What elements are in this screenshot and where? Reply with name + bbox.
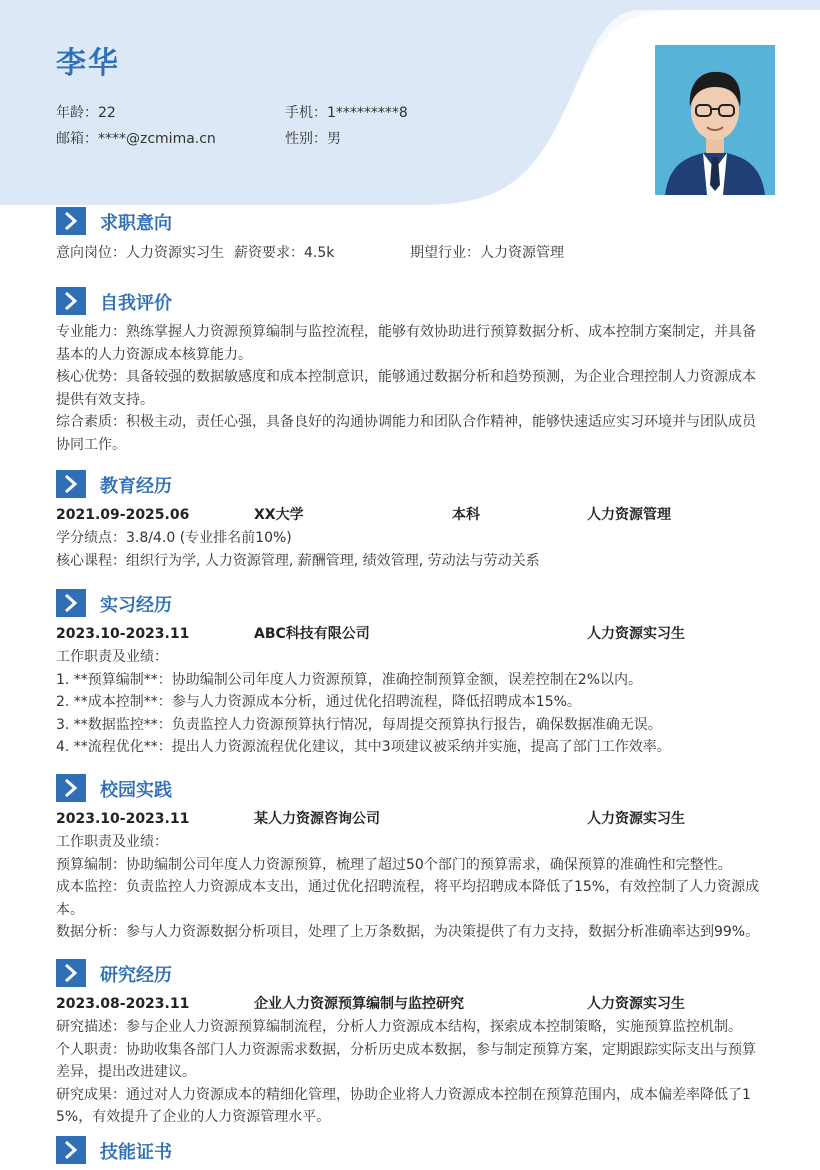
research-project: 企业人力资源预算编制与监控研究 <box>254 996 464 1012</box>
text-line: 本。 <box>56 901 84 918</box>
section-campus-practice <box>56 774 766 944</box>
campus-role: 人力资源实习生 <box>587 811 685 827</box>
chevron-right-icon <box>56 287 86 315</box>
text-line: 学分绩点：3.8/4.0 (专业排名前10%) <box>56 530 292 546</box>
text-line: 基本的人力资源成本核算能力。 <box>56 346 252 363</box>
text-line: 4. **流程优化**：提出人力资源流程优化建议，其中3项建议被采纳并实施，提高了部门工作效率。 <box>56 739 671 755</box>
chevron-right-icon <box>56 774 86 802</box>
text-line: 数据分析：参与人力资源数据分析项目，处理了上万条数据，为决策提供了有力支持，数据分析准确率达到99%。 <box>56 924 760 940</box>
text-line: 1. **预算编制**：协助编制公司年度人力资源预算，准确控制预算金额，误差控制在2%以内。 <box>56 671 643 688</box>
profile-photo <box>655 45 775 195</box>
intern-role: 人力资源实习生 <box>587 626 685 642</box>
edu-degree: 本科 <box>452 507 480 523</box>
section-title: 求职意向 <box>100 213 172 234</box>
gender-field: 性别：男 <box>285 131 341 147</box>
text-line: 5%，有效提升了企业的人力资源管理水平。 <box>56 1109 331 1125</box>
section-research <box>56 959 766 1129</box>
intent-position: 意向岗位：人力资源实习生 <box>56 245 224 261</box>
text-line: 核心优势：具备较强的数据敏感度和成本控制意识，能够通过数据分析和趋势预测，为企业合理控制人力资源成本 <box>56 369 756 385</box>
intern-company: ABC科技有限公司 <box>254 626 370 642</box>
section-title: 研究经历 <box>100 965 172 986</box>
campus-org: 某人力资源咨询公司 <box>254 811 380 827</box>
text-line: 个人职责：协助收集各部门人力资源需求数据，分析历史成本数据，参与制定预算方案，定期跟踪实际支出与预算 <box>56 1041 756 1058</box>
edu-date: 2021.09-2025.06 <box>56 507 190 523</box>
text-line: 提供有效支持。 <box>56 391 154 408</box>
edu-school: XX大学 <box>254 507 304 523</box>
text-line: 成本监控：负责监控人力资源成本支出，通过优化招聘流程，将平均招聘成本降低了15%，有效控制了人力资源成 <box>56 879 760 895</box>
text-line: 预算编制：协助编制公司年度人力资源预算，梳理了超过50个部门的预算需求，确保预算的准确性和完整性。 <box>56 856 732 873</box>
section-title: 技能证书 <box>100 1142 172 1163</box>
email-field: 邮箱：****@zcmima.cn <box>56 131 216 147</box>
chevron-right-icon <box>56 959 86 987</box>
text-line: 核心课程：组织行为学, 人力资源管理, 薪酬管理, 绩效管理, 劳动法与劳动关系 <box>56 552 540 569</box>
section-title: 校园实践 <box>100 780 172 801</box>
section-self-evaluation <box>56 287 766 456</box>
text-line: 工作职责及业绩： <box>56 649 168 665</box>
section-internship <box>56 589 766 759</box>
section-title: 实习经历 <box>100 595 172 616</box>
research-date: 2023.08-2023.11 <box>56 996 190 1012</box>
age-field: 年龄：22 <box>56 105 116 121</box>
phone-field: 手机：1*********8 <box>285 105 408 121</box>
section-skills <box>56 1136 766 1170</box>
chevron-right-icon <box>56 470 86 498</box>
text-line: 2. **成本控制**：参与人力资源成本分析，通过优化招聘流程，降低招聘成本15%。 <box>56 694 581 710</box>
intent-salary: 薪资要求：4.5k <box>234 245 335 261</box>
chevron-right-icon <box>56 589 86 617</box>
campus-date: 2023.10-2023.11 <box>56 811 190 827</box>
section-title: 教育经历 <box>100 476 172 497</box>
text-line: 研究成果：通过对人力资源成本的精细化管理，协助企业将人力资源成本控制在预算范围内，成本偏差率降低了1 <box>56 1086 751 1103</box>
text-line: 综合素质：积极主动，责任心强，具备良好的沟通协调能力和团队合作精神，能够快速适应实习环境并与团队成员 <box>56 414 756 430</box>
text-line: 工作职责及业绩： <box>56 834 168 850</box>
intent-industry: 期望行业：人力资源管理 <box>410 245 564 261</box>
chevron-right-icon <box>56 207 86 235</box>
section-education <box>56 470 766 572</box>
research-role: 人力资源实习生 <box>587 996 685 1012</box>
section-job-intent <box>56 207 766 265</box>
text-line: 研究描述：参与企业人力资源预算编制流程，分析人力资源成本结构，探索成本控制策略，实施预算监控机制。 <box>56 1019 742 1035</box>
intern-date: 2023.10-2023.11 <box>56 626 190 642</box>
edu-major: 人力资源管理 <box>587 507 671 523</box>
text-line: 差异，提出改进建议。 <box>56 1064 196 1080</box>
text-line: 协同工作。 <box>56 436 126 453</box>
candidate-name: 李华 <box>56 46 120 81</box>
text-line: 专业能力：熟练掌握人力资源预算编制与监控流程，能够有效协助进行预算数据分析、成本控制方案制定，并具备 <box>56 324 756 340</box>
section-title: 自我评价 <box>100 293 172 314</box>
text-line: 3. **数据监控**：负责监控人力资源预算执行情况，每周提交预算执行报告，确保数据准确无误。 <box>56 716 662 733</box>
